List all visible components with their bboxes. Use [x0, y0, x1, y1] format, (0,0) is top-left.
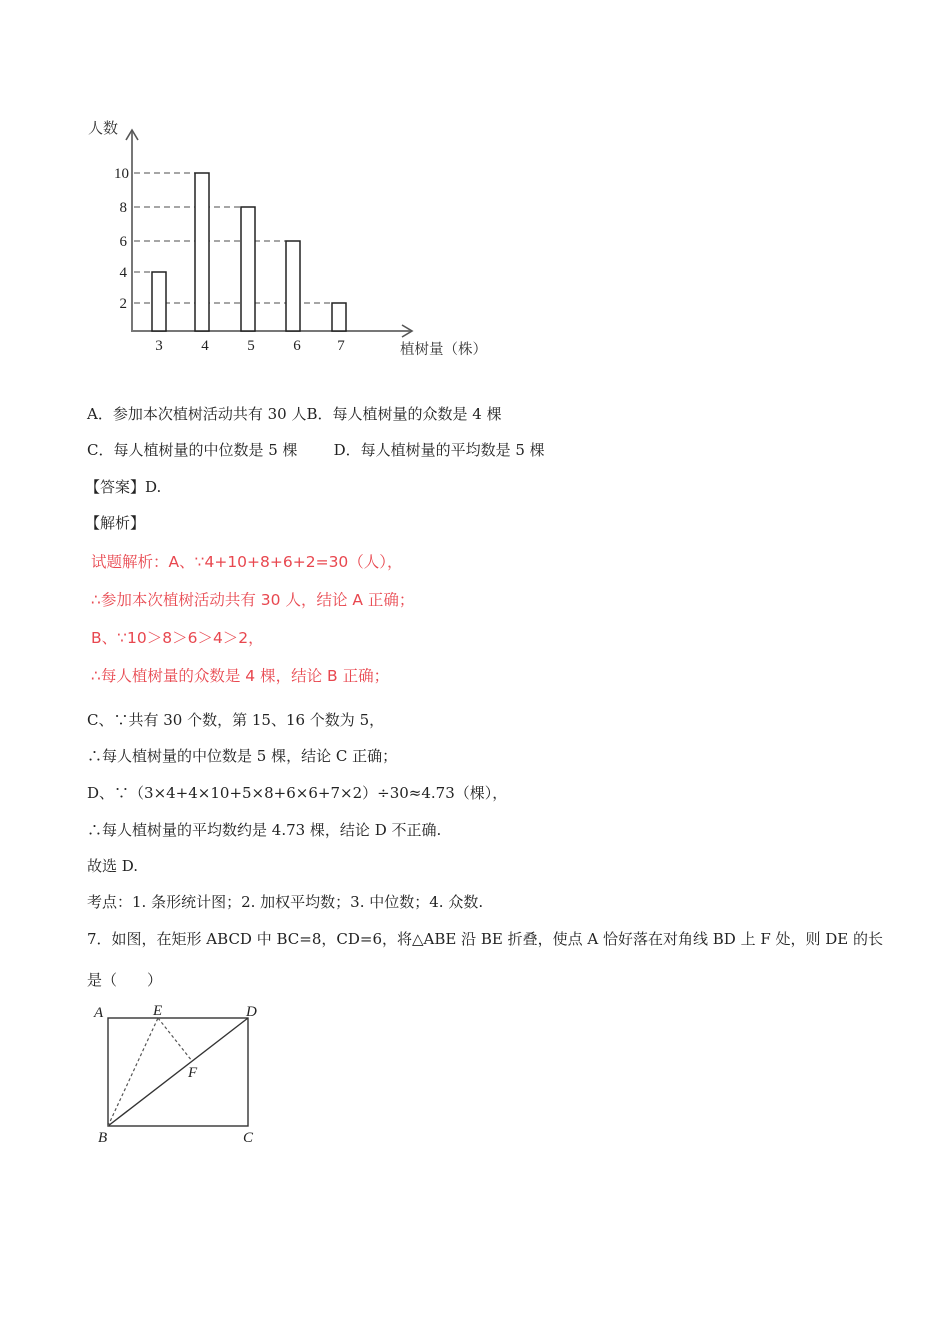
- bar-5: [241, 207, 255, 331]
- key-points: 考点：1. 条形统计图；2. 加权平均数；3. 中位数；4. 众数.: [87, 893, 484, 911]
- bar-4: [195, 173, 209, 331]
- bar-chart: [80, 110, 520, 370]
- diagonal-bd: [108, 1018, 248, 1126]
- bars: [152, 173, 346, 331]
- bar-3: [152, 272, 166, 331]
- analysis-red-4: ∴每人植树量的众数是 4 棵，结论 B 正确；: [91, 667, 390, 685]
- analysis-c-1: C、∵共有 30 个数，第 15、16 个数为 5，: [87, 711, 385, 729]
- conclusion: 故选 D.: [87, 857, 139, 875]
- analysis-red-2: ∴参加本次植树活动共有 30 人，结论 A 正确；: [91, 591, 415, 609]
- x-tick-4: 4: [201, 338, 209, 354]
- bar-6: [286, 241, 300, 331]
- analysis-red-1: 试题解析：A、∵4+10+8+6+2=30（人），: [91, 553, 403, 571]
- y-axis-title: 人数: [88, 119, 119, 137]
- label-c: C: [243, 1130, 254, 1146]
- options-row-ab: [87, 404, 502, 424]
- y-tick-4: 4: [119, 265, 127, 281]
- y-tick-2: 2: [119, 296, 127, 312]
- x-tick-3: 3: [155, 338, 163, 354]
- option-b: B．每人植树量的众数是 4 棵: [306, 405, 502, 423]
- analysis-c-2: ∴每人植树量的中位数是 5 棵，结论 C 正确；: [87, 747, 398, 765]
- option-d: D．每人植树量的平均数是 5 棵: [333, 441, 545, 459]
- x-tick-6: 6: [293, 338, 301, 354]
- y-tick-6: 6: [119, 234, 127, 250]
- question7-line2: 是（ ）: [87, 971, 163, 989]
- x-axis-title: 植树量（株）: [400, 342, 487, 358]
- fold-line-be: [108, 1018, 158, 1126]
- label-d: D: [246, 1004, 257, 1020]
- x-tick-7: 7: [337, 338, 345, 354]
- bar-7: [332, 303, 346, 331]
- rectangle-figure: [85, 995, 275, 1150]
- label-a: A: [94, 1005, 104, 1021]
- options-row-cd: [87, 440, 545, 460]
- label-b: B: [98, 1130, 108, 1146]
- label-f: F: [188, 1065, 198, 1081]
- option-c: C．每人植树量的中位数是 5 棵: [87, 441, 298, 459]
- y-tick-10: 10: [114, 166, 129, 182]
- answer: 【答案】D.: [85, 478, 162, 496]
- option-a: A．参加本次植树活动共有 30 人: [87, 405, 307, 423]
- question7-line1: 7．如图，在矩形 ABCD 中 BC=8，CD=6，将△ABE 沿 BE 折叠，使点 A 恰好落在对角线 BD 上 F 处，则 DE 的长: [87, 930, 884, 948]
- y-tick-8: 8: [119, 200, 127, 216]
- analysis-heading: 【解析】: [85, 514, 146, 532]
- x-tick-5: 5: [247, 338, 255, 354]
- label-e: E: [153, 1003, 163, 1019]
- analysis-red-3: B、∵10＞8＞6＞4＞2，: [91, 629, 264, 647]
- analysis-d-2: ∴每人植树量的平均数约是 4.73 棵，结论 D 不正确.: [87, 821, 442, 839]
- segment-ef: [158, 1018, 192, 1061]
- analysis-d-1: D、∵（3×4+4×10+5×8+6×6+7×2）÷30≈4.73（棵），: [87, 784, 508, 802]
